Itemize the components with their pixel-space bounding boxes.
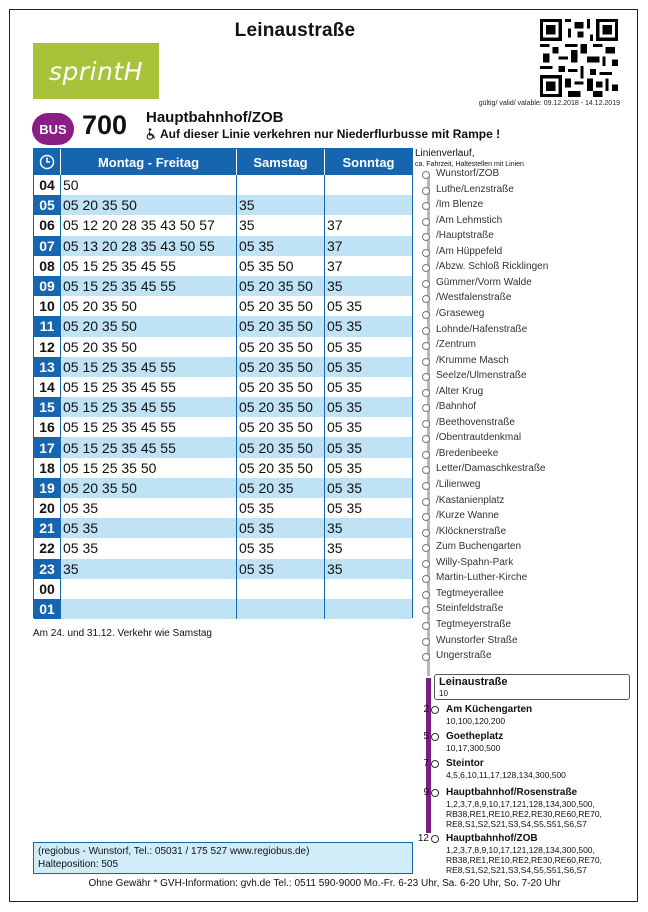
connection-lines: 1,2,3,7,8,9,10,17,121,128,134,300,500, — [446, 845, 595, 855]
destination: Hauptbahnhof/ZOB — [146, 109, 284, 126]
timetable-row — [34, 458, 412, 478]
current-stop-name: Leinaustraße — [439, 676, 508, 688]
next-stop-name: Hauptbahnhof/Rosenstraße — [446, 787, 578, 798]
sunday-times: 35 — [325, 518, 412, 538]
hour-cell: 20 — [34, 498, 61, 518]
saturday-times: 05 20 35 50 — [237, 337, 325, 357]
route-stop-name: Wunstorf/ZOB — [436, 168, 500, 179]
route-stop-name: /Bredenbeeke — [436, 447, 499, 459]
route-stop-name: /Zentrum — [436, 339, 477, 351]
timetable-row — [34, 498, 412, 518]
sunday-times: 05 35 — [327, 378, 363, 395]
weekday-times: 05 12 20 28 35 43 50 57 — [61, 215, 237, 235]
connection-lines: RB38,RE1,RE10,RE2,RE30,RE60,RE70, — [446, 855, 602, 865]
stop-dot-icon — [422, 451, 430, 459]
weekday-times: 05 15 25 35 45 55 — [61, 377, 237, 397]
hour-cell: 15 — [34, 397, 61, 417]
next-stop-name: Am Küchengarten — [446, 704, 533, 715]
hour-cell: 12 — [34, 337, 61, 357]
weekday-times: 05 15 25 35 45 55 — [61, 357, 237, 377]
timetable-row — [34, 437, 412, 457]
weekday-times — [61, 579, 237, 599]
timetable-row — [34, 377, 412, 397]
route-stop-name: /Alter Krug — [436, 385, 484, 397]
route-stop-name: Luthe/Lenzstraße — [436, 183, 514, 195]
timetable-header — [34, 149, 412, 175]
connection-lines: RE8,S1,S2,S21,S3,S4,S5,S51,S6,S7 — [446, 819, 587, 829]
timetable-row — [34, 276, 412, 296]
next-stop-lines — [446, 845, 602, 875]
weekday-times: 05 15 25 35 50 — [61, 458, 237, 478]
stop-dot-icon — [431, 789, 439, 797]
stop-dot-icon — [422, 638, 430, 646]
weekday-times: 05 20 35 50 — [61, 195, 237, 215]
sunday-times: 05 35 — [327, 298, 363, 315]
route-stop-name: Steinfeldstraße — [436, 603, 504, 615]
weekday-times: 05 35 — [61, 518, 237, 538]
weekday-times: 05 20 35 50 — [61, 316, 237, 336]
sunday-times: 35 — [325, 559, 412, 579]
saturday-times: 05 35 — [237, 559, 325, 579]
hour-cell: 08 — [34, 256, 61, 276]
stop-dot-icon — [422, 653, 430, 661]
timetable-row — [34, 579, 412, 599]
route-heading-title: Linienverlauf, — [415, 148, 475, 159]
sunday-times — [325, 195, 412, 215]
timetable-row — [34, 599, 412, 619]
hour-cell: 21 — [34, 518, 61, 538]
stop-dot-icon — [422, 420, 430, 428]
saturday-times: 05 20 35 50 — [237, 417, 325, 437]
timetable-row — [34, 559, 412, 579]
route-stop-name: Ungerstraße — [436, 650, 492, 662]
travel-minutes: 9 — [423, 787, 429, 798]
sprinth-logo: sprintH — [33, 43, 159, 99]
route-stop-name: Wunstorfer Straße — [436, 634, 518, 646]
route-stop-name: /Abzw. Schloß Ricklingen — [436, 261, 549, 273]
sunday-times: 05 35 — [327, 459, 363, 476]
weekday-times — [61, 599, 237, 619]
column-saturday: Samstag — [237, 149, 325, 175]
saturday-times: 05 20 35 50 — [237, 357, 325, 377]
route-stop-name: /Am Lehmstich — [436, 214, 503, 226]
connection-lines: 1,2,3,7,8,9,10,17,121,128,134,300,500, — [446, 799, 595, 809]
hour-cell: 09 — [34, 276, 61, 296]
stop-dot-icon — [422, 187, 430, 195]
sunday-times: 05 35 — [327, 500, 363, 517]
stop-dot-icon — [422, 498, 430, 506]
weekday-times: 05 15 25 35 45 55 — [61, 256, 237, 276]
route-stop-name: /Im Blenze — [436, 199, 484, 211]
line-number: 700 — [82, 110, 128, 140]
hour-cell: 01 — [34, 599, 61, 619]
route-stop-name: /Am Hüppefeld — [436, 245, 503, 257]
connection-lines: RB38,RE1,RE10,RE2,RE30,RE60,RE70, — [446, 809, 602, 819]
saturday-times — [237, 599, 325, 619]
route-stop-name: /Beethovenstraße — [436, 416, 515, 428]
route-heading-sub: ca. Fahrzeit, Haltestellen mit Linien — [415, 161, 524, 168]
current-stop-lines: 10 — [439, 689, 448, 698]
sunday-times — [325, 175, 412, 195]
stop-dot-icon — [431, 733, 439, 741]
column-sunday: Sonntag — [342, 154, 395, 170]
saturday-times: 05 20 35 — [237, 478, 325, 498]
clock-icon — [34, 149, 61, 175]
travel-minutes: 12 — [417, 833, 429, 844]
next-stop-lines — [446, 770, 566, 780]
stop-dot-icon — [422, 342, 430, 350]
hour-cell: 14 — [34, 377, 61, 397]
route-stop-name: /Kurze Wanne — [436, 510, 499, 522]
saturday-times: 05 35 — [237, 538, 325, 558]
sunday-times — [325, 579, 412, 599]
stop-dot-icon — [422, 482, 430, 490]
sunday-times: 05 35 — [325, 316, 412, 336]
saturday-times — [237, 579, 325, 599]
weekday-times: 35 — [61, 559, 237, 579]
holiday-note: Am 24. und 31.12. Verkehr wie Samstag — [33, 628, 212, 639]
saturday-times: 05 35 — [237, 518, 325, 538]
stop-dot-icon — [422, 171, 430, 179]
timetable-row — [34, 175, 412, 195]
route-stop-name: /Lilienweg — [436, 479, 481, 490]
column-weekdays: Montag - Freitag — [61, 149, 237, 175]
stop-dot-icon — [422, 622, 430, 630]
hour-cell: 05 — [34, 195, 61, 215]
route-stop-name: Tegtmeyerallee — [436, 587, 504, 599]
timetable-row — [34, 397, 412, 417]
timetable-row — [34, 256, 412, 276]
timetable-sheet — [9, 9, 638, 902]
route-stop-name: /Westfalenstraße — [436, 292, 512, 304]
gvh-info: Ohne Gewähr * GVH-Information: gvh.de Tel.: 0511 590-9000 Mo.-Fr. 6-23 Uhr, Sa. 6-20 Uhr, So. 7-20 Uhr — [88, 878, 561, 889]
route-stop-name: Zum Buchengarten — [436, 541, 522, 553]
weekday-times: 05 35 — [61, 538, 237, 558]
saturday-times: 05 35 50 — [237, 256, 325, 276]
timetable-row — [34, 357, 412, 377]
weekday-times: 05 20 35 50 — [61, 296, 237, 316]
timetable-row — [34, 478, 412, 498]
stop-dot-icon — [422, 560, 430, 568]
route-stop-name: /Kastanienplatz — [436, 494, 505, 506]
travel-minutes: 5 — [423, 731, 429, 742]
connection-lines: 4,5,6,10,11,17,128,134,300,500 — [446, 770, 566, 780]
next-stop-name: Goetheplatz — [446, 731, 504, 742]
sunday-times: 05 35 — [325, 357, 412, 377]
saturday-times — [237, 175, 325, 195]
weekday-times: 05 15 25 35 45 55 — [61, 276, 237, 296]
weekday-times: 50 — [61, 175, 237, 195]
timetable-row — [34, 316, 412, 336]
weekday-times: 05 15 25 35 45 55 — [61, 417, 237, 437]
stop-dot-icon — [422, 591, 430, 599]
bus-badge: BUS — [32, 113, 74, 145]
sunday-times: 37 — [327, 217, 343, 234]
hour-cell: 07 — [34, 236, 61, 256]
sunday-times: 37 — [327, 257, 343, 274]
sunday-times: 05 35 — [325, 397, 412, 417]
route-stop-name: Martin-Luther-Kirche — [436, 572, 528, 584]
saturday-times: 05 20 35 50 — [237, 296, 325, 316]
hour-cell: 17 — [34, 437, 61, 457]
travel-minutes: 2 — [423, 704, 429, 715]
hour-cell: 23 — [34, 559, 61, 579]
route-stop-name: /Graseweg — [436, 307, 485, 319]
saturday-times: 05 20 35 50 — [237, 397, 325, 417]
timetable-row — [34, 417, 412, 437]
route-stop-name: Lohnde/Hafenstraße — [436, 323, 528, 335]
validity-period: gültig/ valid/ valable: 09.12.2018 - 14.12.2019 — [478, 100, 620, 107]
hour-cell: 00 — [34, 579, 61, 599]
saturday-times: 05 20 35 50 — [237, 458, 325, 478]
timetable-row — [34, 215, 412, 235]
stop-dot-icon — [431, 706, 439, 714]
sunday-times: 35 — [327, 540, 343, 557]
sunday-times: 05 35 — [325, 478, 412, 498]
saturday-times: 35 — [237, 215, 325, 235]
sunday-times: 35 — [325, 276, 412, 296]
travel-minutes: 7 — [423, 758, 429, 769]
stop-dot-icon — [431, 835, 439, 843]
timetable-row — [34, 337, 412, 357]
hour-cell: 16 — [34, 417, 61, 437]
route-stop-name: Letter/Damaschkestraße — [436, 463, 546, 475]
saturday-times: 05 35 — [237, 236, 325, 256]
route-stop-name: Gümmer/Vorm Walde — [436, 276, 532, 288]
stop-dot-icon — [422, 218, 430, 226]
route-stop-name: /Klöcknerstraße — [436, 525, 507, 537]
route-stop-name: /Krumme Masch — [436, 354, 509, 366]
saturday-times: 05 20 35 50 — [237, 316, 325, 336]
stop-position: Halteposition: 505 — [38, 859, 119, 870]
hour-cell: 04 — [34, 175, 61, 195]
route-stop-name: Willy-Spahn-Park — [436, 556, 514, 568]
sunday-times: 05 35 — [325, 437, 412, 457]
qr-code-icon[interactable] — [540, 19, 618, 97]
weekday-times: 05 13 20 28 35 43 50 55 — [61, 236, 237, 256]
timetable-row — [34, 518, 412, 538]
saturday-times: 05 20 35 50 — [237, 377, 325, 397]
saturday-times: 05 20 35 50 — [237, 437, 325, 457]
timetable — [33, 148, 413, 618]
next-stop-lines — [446, 799, 602, 829]
sunday-times: 37 — [325, 236, 412, 256]
timetable-row — [34, 538, 412, 558]
saturday-times: 35 — [237, 195, 325, 215]
weekday-times: 05 15 25 35 45 55 — [61, 437, 237, 457]
route-heading — [415, 148, 524, 170]
connection-lines: 10,17,300,500 — [446, 743, 501, 753]
timetable-body — [34, 175, 412, 619]
next-stop-lines — [446, 716, 505, 726]
timetable-row — [34, 296, 412, 316]
sunday-times: 05 35 — [327, 419, 363, 436]
next-stop-name: Hauptbahnhof/ZOB — [446, 833, 538, 844]
saturday-times: 05 20 35 50 — [237, 276, 325, 296]
wheelchair-icon — [146, 128, 156, 140]
sunday-times: 05 35 — [327, 338, 363, 355]
hour-cell: 13 — [34, 357, 61, 377]
route-stop-name: Tegtmeyerstraße — [436, 618, 512, 630]
stop-dot-icon — [431, 760, 439, 768]
saturday-times: 05 35 — [237, 498, 325, 518]
weekday-times: 05 15 25 35 45 55 — [61, 397, 237, 417]
accessibility-text: Auf dieser Linie verkehren nur Niederflurbusse mit Rampe ! — [160, 127, 501, 141]
route-line-ahead — [426, 678, 431, 833]
weekday-times: 05 20 35 50 — [61, 478, 237, 498]
connection-lines: 10,100,120,200 — [446, 716, 506, 726]
current-stop — [434, 674, 630, 700]
route-stop-name: /Hauptstraße — [436, 230, 494, 242]
timetable-row — [34, 236, 412, 256]
operator-info — [33, 842, 413, 874]
next-stop-name: Steintor — [446, 758, 484, 769]
hour-cell: 18 — [34, 458, 61, 478]
stop-dot-icon — [422, 280, 430, 288]
timetable-row — [34, 195, 412, 215]
route-stop-name: /Bahnhof — [436, 401, 477, 413]
stop-dot-icon — [422, 311, 430, 319]
weekday-times: 05 35 — [61, 498, 237, 518]
sunday-times — [325, 599, 412, 619]
hour-cell: 06 — [34, 215, 61, 235]
route-stop-name: Seelze/Ulmenstraße — [436, 370, 527, 382]
stop-dot-icon — [422, 389, 430, 397]
hour-cell: 22 — [34, 538, 61, 558]
stop-dot-icon — [422, 327, 430, 335]
accessibility-note — [146, 127, 500, 141]
next-stop-lines — [446, 743, 500, 753]
hour-cell: 11 — [34, 316, 61, 336]
operator-contact: (regiobus - Wunstorf, Tel.: 05031 / 175 527 www.regiobus.de) — [38, 846, 310, 857]
route-stop-name: /Obentrautdenkmal — [436, 432, 522, 444]
hour-cell: 19 — [34, 478, 61, 498]
stop-dot-icon — [422, 358, 430, 366]
hour-cell: 10 — [34, 296, 61, 316]
weekday-times: 05 20 35 50 — [61, 337, 237, 357]
stop-title: Leinaustraße — [234, 20, 356, 41]
connection-lines: RE8,S1,S2,S21,S3,S4,S5,S51,S6,S7 — [446, 865, 587, 875]
stop-dot-icon — [422, 249, 430, 257]
stop-dot-icon — [422, 529, 430, 537]
